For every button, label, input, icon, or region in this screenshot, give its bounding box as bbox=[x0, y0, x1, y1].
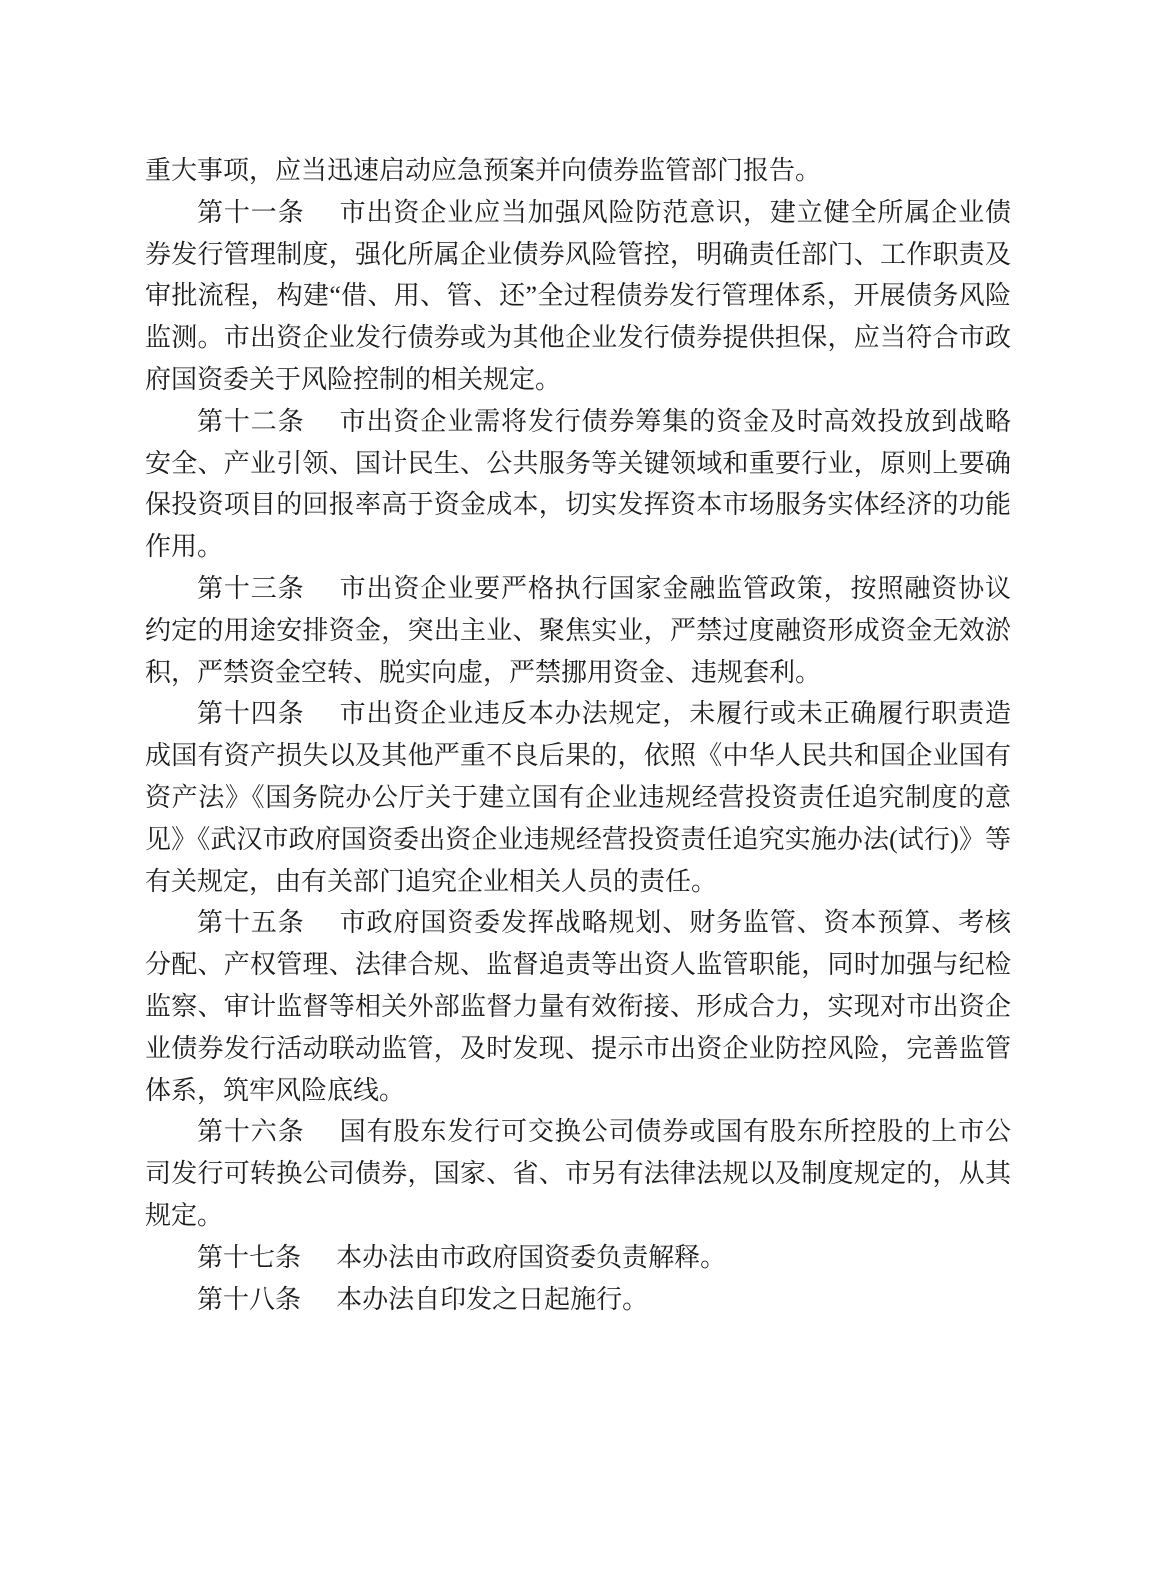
article-paragraph-11 bbox=[145, 192, 1011, 401]
article-paragraph-18 bbox=[145, 1279, 1011, 1321]
article-text: 市出资企业应当加强风险防范意识，建立健全所属企业债券发行管理制度，强化所属企业债券风险管控，明确责任部门、工作职责及审批流程，构建“借、用、管、还”全过程债券发行管理体系，开展债务风险监测。市出资企业发行债券或为其他企业发行债券提供担保，应当符合市政府国资委关于风险控制的相关规定。 bbox=[145, 197, 1011, 394]
article-number: 第十六条 bbox=[197, 1117, 305, 1147]
article-paragraph-16 bbox=[145, 1111, 1011, 1236]
article-paragraph-13 bbox=[145, 568, 1011, 693]
article-paragraph-15 bbox=[145, 902, 1011, 1111]
article-text: 市出资企业要严格执行国家金融监管政策，按照融资协议约定的用途安排资金，突出主业、聚焦实业，严禁过度融资形成资金无效淤积，严禁资金空转、脱实向虚，严禁挪用资金、违规套利。 bbox=[145, 573, 1011, 687]
article-paragraph-17 bbox=[145, 1237, 1011, 1279]
article-text: 本办法由市政府国资委负责解释。 bbox=[336, 1242, 727, 1272]
article-text: 市出资企业需将发行债券筹集的资金及时高效投放到战略安全、产业引领、国计民生、公共服务等关键领域和重要行业，原则上要确保投资项目的回报率高于资金成本，切实发挥资本市场服务实体经济的功能作用。 bbox=[145, 406, 1011, 562]
article-text: 国有股东发行可交换公司债券或国有股东所控股的上市公司发行可转换公司债券，国家、省、市另有法律法规以及制度规定的，从其规定。 bbox=[145, 1117, 1011, 1230]
document-body bbox=[145, 150, 1011, 1320]
article-number: 第十四条 bbox=[197, 699, 305, 729]
article-text: 市出资企业违反本办法规定，未履行或未正确履行职责造成国有资产损失以及其他严重不良后果的，依照《中华人民共和国企业国有资产法》《国务院办公厅关于建立国有企业违规经营投资责任追究制度的意见》《武汉市政府国资委出资企业违规经营投资责任追究实施办法(试行)》等有关规定，由有关部门追究企业相关人员的责任。 bbox=[145, 699, 1011, 896]
article-number: 第十五条 bbox=[197, 908, 305, 938]
article-paragraph-12 bbox=[145, 401, 1011, 568]
article-number: 第十二条 bbox=[197, 406, 305, 436]
article-number: 第十七条 bbox=[197, 1242, 302, 1272]
article-number: 第十一条 bbox=[197, 197, 305, 227]
paragraph-text: 重大事项，应当迅速启动应急预案并向债券监管部门报告。 bbox=[145, 156, 822, 185]
article-text: 本办法自印发之日起施行。 bbox=[336, 1284, 649, 1314]
paragraph-continuation bbox=[145, 150, 1011, 192]
article-text: 市政府国资委发挥战略规划、财务监管、资本预算、考核分配、产权管理、法律合规、监督追责等出资人监管职能，同时加强与纪检监察、审计监督等相关外部监督力量有效衔接、形成合力，实现对市出资企业债券发行活动联动监管，及时发现、提示市出资企业防控风险，完善监管体系，筑牢风险底线。 bbox=[145, 908, 1011, 1105]
article-number: 第十八条 bbox=[197, 1284, 302, 1314]
article-number: 第十三条 bbox=[197, 573, 305, 603]
article-paragraph-14 bbox=[145, 693, 1011, 902]
